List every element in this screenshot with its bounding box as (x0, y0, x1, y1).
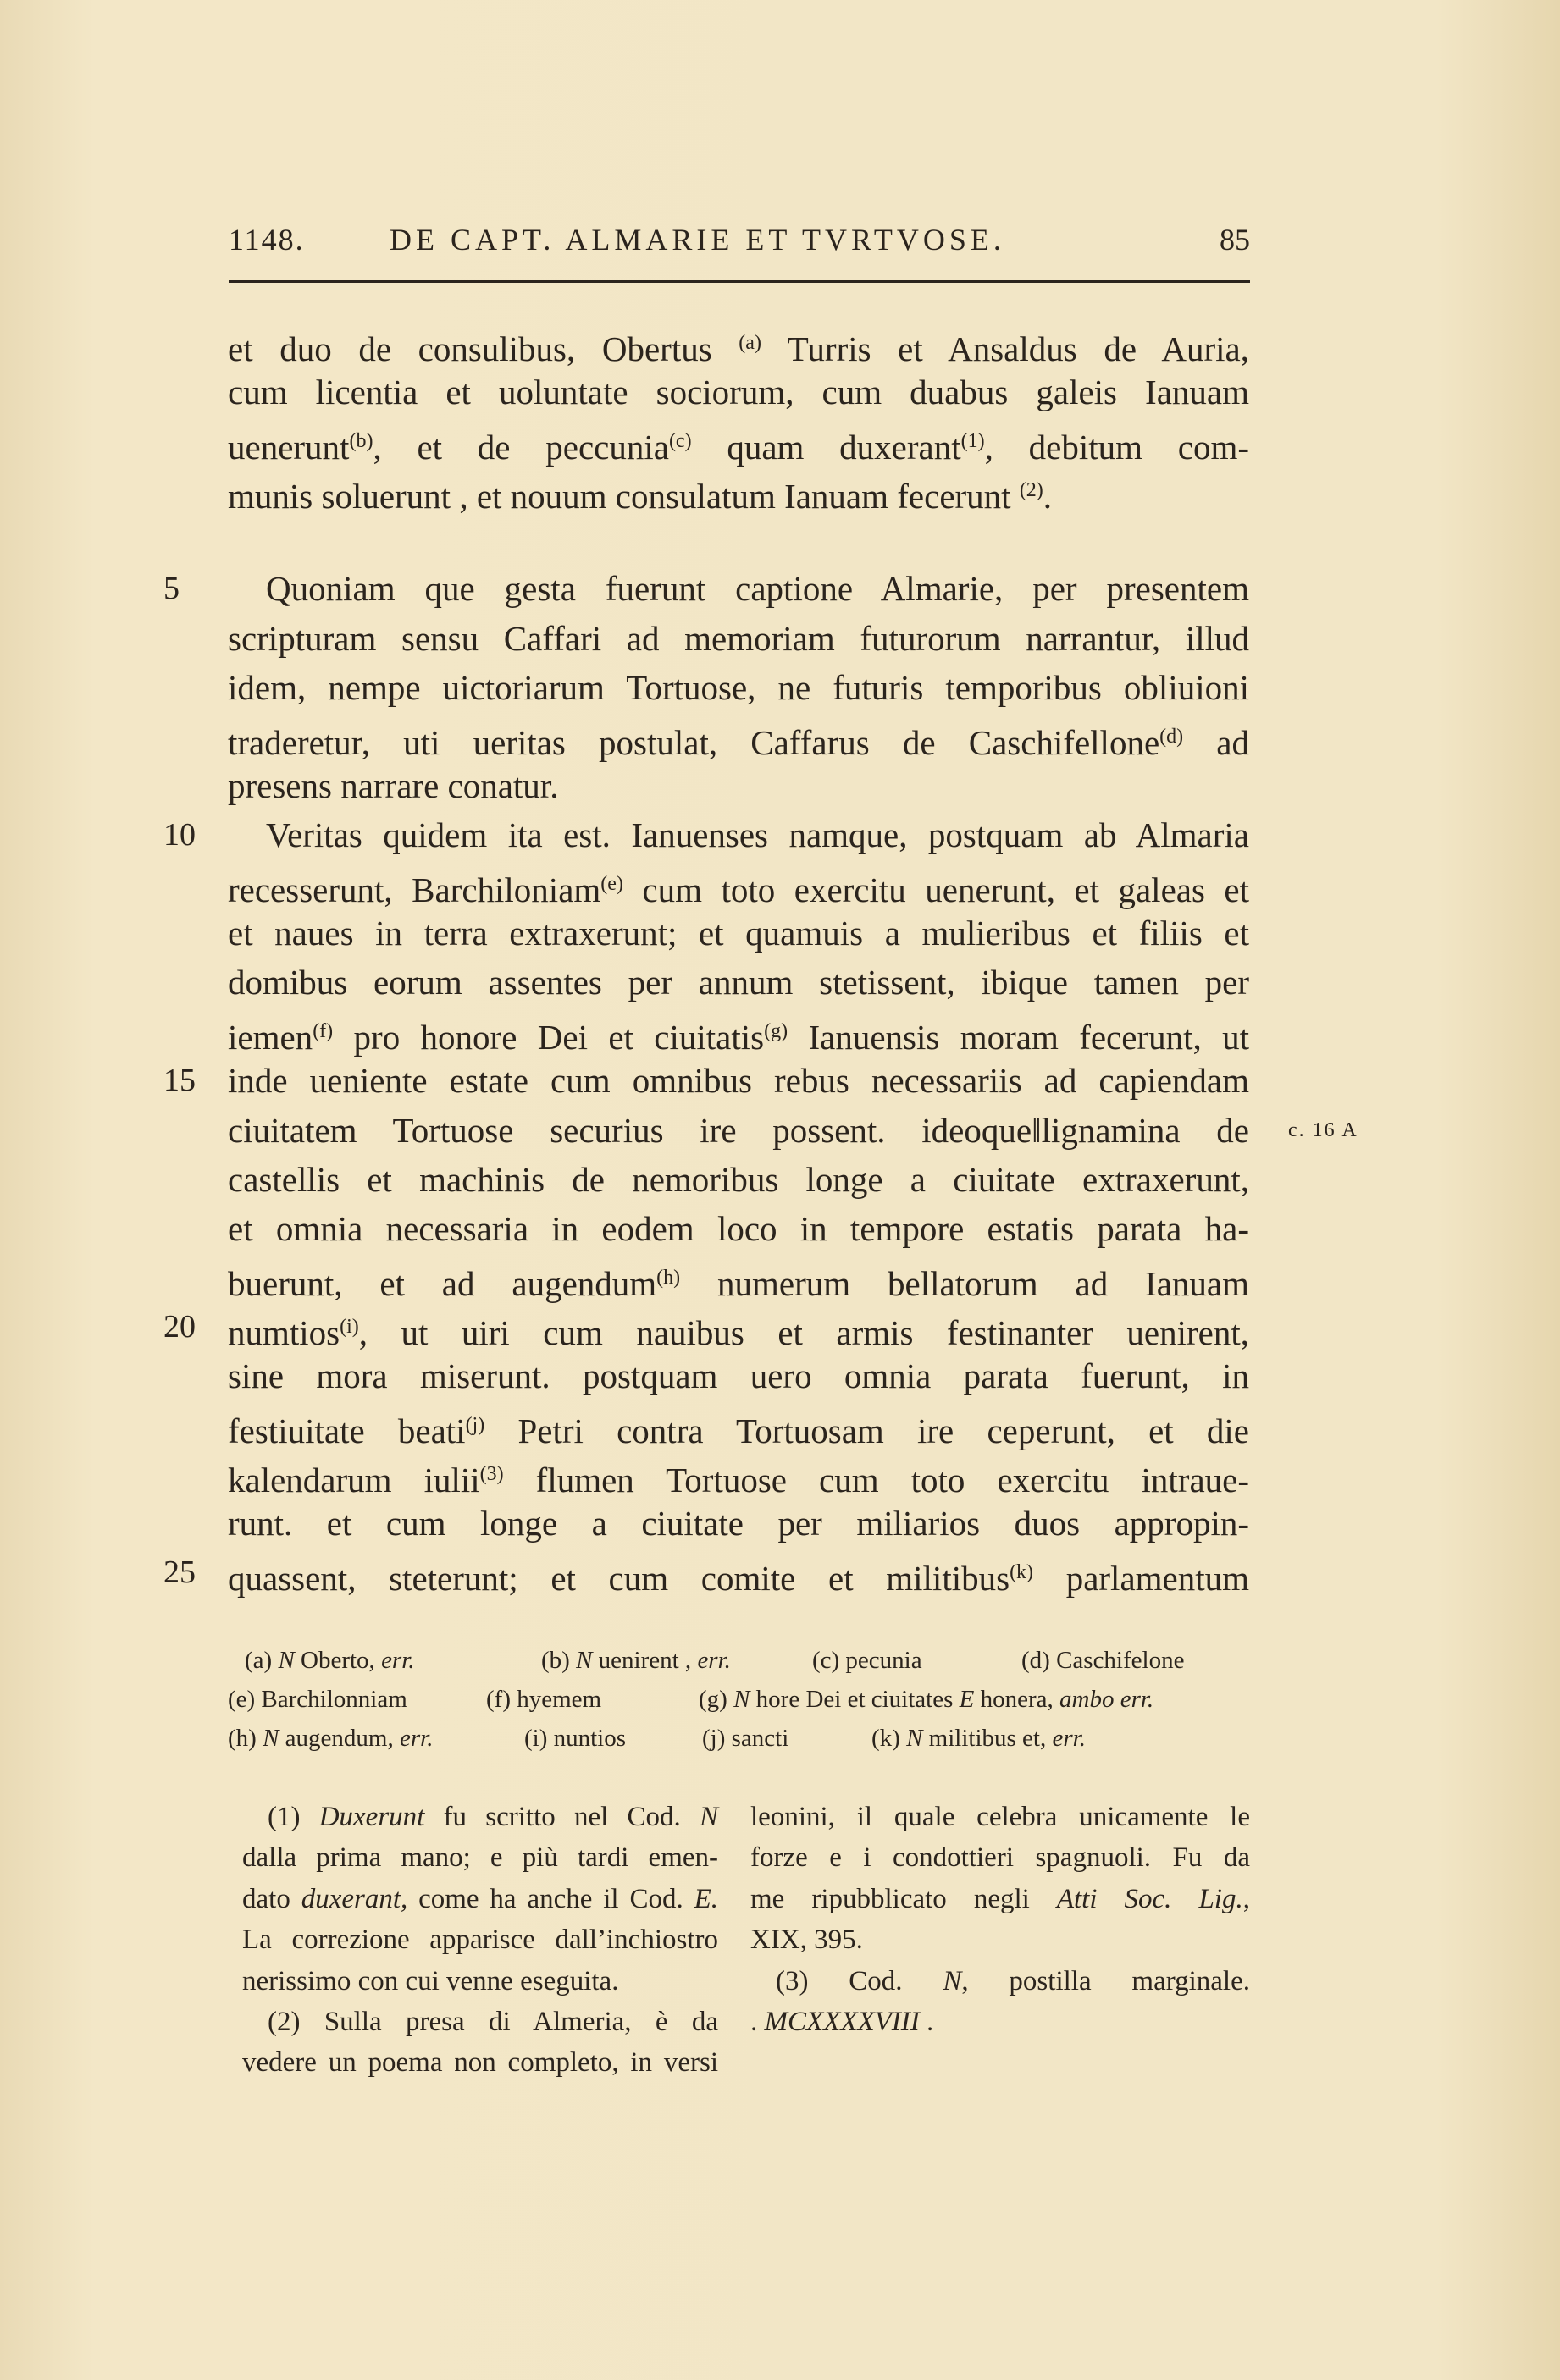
text-run: (a) (245, 1647, 279, 1674)
text-run: Ianuensis moram fecerunt, ut (788, 1018, 1249, 1057)
text-run: , et de peccunia (373, 428, 669, 467)
italic-text: ambo err. (1059, 1686, 1154, 1713)
note-line (750, 1879, 1250, 1919)
text-line (163, 1548, 1250, 1599)
note-ref: (g) (764, 1020, 788, 1043)
variant-note (228, 1719, 433, 1758)
italic-text: N (278, 1647, 295, 1674)
variant-row (228, 1641, 1249, 1680)
note-line (750, 1797, 1250, 1837)
text-run: et naues in terra extraxerunt; et quamuis a mulieribus et filiis et (228, 914, 1249, 953)
text-run: La correzione apparisce dall’inchiostro (242, 1924, 718, 1956)
text-run: presens narrare conatur. (228, 765, 559, 805)
text-run: uenerunt (228, 428, 350, 467)
note-content (750, 1802, 1250, 1832)
italic-text: err. (399, 1725, 434, 1752)
text-run: cum toto exercitu uenerunt, et galeas et (622, 870, 1249, 910)
note-line (750, 1961, 1250, 2002)
text-run: scripturam sensu Caffari ad memoriam futurorum narrantur, illud (228, 618, 1249, 658)
text-run: Turris et Ansaldus de Auria, (761, 329, 1249, 368)
text-run: (e) Barchilonniam (228, 1686, 407, 1713)
italic-text: MCXXXXVIII (764, 2006, 920, 2037)
note-ref: (b) (349, 430, 373, 453)
text-run: come ha anche il Cod. (407, 1883, 694, 1914)
note-line (242, 2042, 718, 2083)
text-run: Petri contra Tortuosam ire ceperunt, et die (484, 1411, 1249, 1451)
text-run: , ut uiri cum nauibus et armis festinanter uenirent, (358, 1312, 1249, 1352)
text-run: domibus eorum assentes per annum stetissent, ibique tamen per (228, 963, 1249, 1002)
line-content (266, 569, 1249, 608)
italic-text: Atti Soc. Lig. (1056, 1883, 1243, 1914)
variant-note (486, 1680, 601, 1719)
text-run: idem, nempe uictoriarum Tortuose, ne futuris temporibus obliuioni (228, 667, 1249, 707)
note-content (750, 2007, 933, 2037)
line-content (228, 619, 1249, 658)
line-content (228, 1559, 1249, 1598)
text-run: vedere un poema non completo, in versi (242, 2047, 718, 2079)
line-content (228, 329, 1249, 368)
note-ref: (k) (1010, 1561, 1034, 1584)
text-line (228, 1253, 1249, 1302)
text-run: et omnia necessaria in eodem loco in tempore estatis parata ha- (228, 1208, 1249, 1248)
text-run: flumen Tortuose cum toto exercitu intraue- (503, 1461, 1250, 1500)
line-content (228, 1264, 1249, 1303)
text-run: inde ueniente estate cum omnibus rebus necessariis ad capiendam (228, 1061, 1249, 1101)
note-line (242, 2002, 718, 2042)
text-run: numtios (228, 1312, 340, 1352)
text-line (163, 1302, 1249, 1352)
text-line (228, 1351, 1249, 1400)
text-run: fu scritto nel Cod. (424, 1802, 700, 1832)
line-content (228, 963, 1249, 1002)
text-line (228, 859, 1249, 908)
line-number: 25 (163, 1554, 196, 1591)
text-line (228, 908, 1249, 958)
text-run: (i) nuntios (524, 1725, 627, 1752)
note-ref: (d) (1159, 725, 1184, 748)
text-run: . (750, 2006, 765, 2037)
line-content (228, 373, 1249, 411)
variant-note (699, 1680, 1153, 1719)
italic-text: err. (1052, 1725, 1086, 1752)
text-run: dalla prima mano; e più tardi emen- (242, 1842, 718, 1874)
text-run: , debitum com- (984, 428, 1249, 467)
text-run: numerum bellatorum ad Ianuam (680, 1263, 1249, 1303)
text-run: ad (1183, 722, 1250, 762)
note-content (750, 1924, 863, 1955)
note-content (268, 2007, 718, 2037)
text-run: parlamentum (1033, 1559, 1250, 1599)
text-run: quam duxerant (691, 428, 961, 467)
text-line (228, 1007, 1249, 1056)
text-run: cum licentia et uoluntate sociorum, cum duabus galeis Ianuam (228, 373, 1249, 412)
variant-note (524, 1719, 626, 1758)
note-line (242, 1797, 718, 1837)
note-ref: (h) (656, 1266, 681, 1289)
note-ref: (j) (465, 1414, 485, 1437)
line-number: 15 (163, 1063, 196, 1099)
italic-text: duxerant, (301, 1883, 408, 1914)
text-run: quassent, steterunt; et cum comite et militibus (228, 1559, 1010, 1599)
line-content (228, 1061, 1249, 1100)
text-run: Quoniam que gesta fuerunt captione Almarie, per presentem (266, 569, 1249, 609)
note-ref: (3) (479, 1463, 504, 1486)
text-run: (b) (541, 1647, 577, 1674)
variant-note (702, 1719, 788, 1758)
note-ref: (e) (600, 873, 623, 896)
note-ref: (1) (960, 430, 985, 453)
italic-text: N (733, 1686, 750, 1713)
text-run: nerissimo con cui venne eseguita. (242, 1965, 619, 1996)
note-ref: (f) (313, 1020, 334, 1043)
text-run: forze e i condottieri spagnuoli. Fu da (750, 1842, 1250, 1874)
text-line (228, 1155, 1249, 1204)
italic-text: err. (381, 1647, 415, 1674)
text-run: (j) sancti (702, 1725, 789, 1752)
line-content (228, 1411, 1249, 1450)
text-run: (g) (699, 1686, 734, 1713)
note-content (268, 1802, 718, 1832)
line-content (228, 870, 1249, 909)
notes-right-column (750, 1797, 1250, 2042)
page-number: 85 (1220, 223, 1250, 257)
text-run: XIX, 395. (750, 1924, 863, 1956)
line-content (228, 1160, 1249, 1199)
note-content (242, 1842, 718, 1873)
text-run: honera, (974, 1686, 1060, 1713)
text-run: (c) pecunia (812, 1647, 922, 1674)
variant-row (228, 1719, 1249, 1758)
text-run: Oberto, (294, 1647, 382, 1674)
text-run: ciuitatem Tortuose securius ire possent. ideoque‖lignamina de (228, 1110, 1249, 1150)
text-run: (1) (268, 1802, 319, 1832)
italic-text: N (699, 1802, 718, 1832)
text-line (163, 564, 1249, 613)
line-content (228, 477, 1052, 516)
note-ref: (i) (340, 1315, 359, 1338)
text-run: me ripubblicato negli (750, 1883, 1057, 1914)
line-content (228, 1504, 1249, 1543)
line-number: 5 (163, 571, 180, 607)
text-run: runt. et cum longe a ciuitate per miliarios duos appropin- (228, 1504, 1249, 1543)
line-content (228, 1209, 1249, 1248)
line-content (228, 766, 558, 805)
note-line (242, 1961, 718, 2002)
italic-text: N (263, 1725, 279, 1752)
text-run: hore Dei et ciuitates (750, 1686, 960, 1713)
line-number: 10 (163, 816, 196, 853)
text-run: uenirent , (592, 1647, 698, 1674)
text-line (163, 1056, 1249, 1105)
text-line (228, 761, 1249, 810)
text-line (228, 1499, 1249, 1548)
line-content (228, 668, 1249, 707)
italic-text: N (943, 1965, 962, 1996)
line-content (228, 723, 1249, 762)
text-line (228, 958, 1249, 1007)
text-line (228, 1450, 1249, 1499)
running-header (229, 222, 1250, 264)
text-run: . (1043, 477, 1053, 516)
variant-notes (228, 1641, 1249, 1758)
note-content (750, 1884, 1250, 1914)
variant-note (812, 1641, 922, 1680)
note-line (750, 1919, 1250, 1960)
italic-text: Duxerunt (318, 1802, 425, 1832)
text-run: (2) Sulla presa di Almeria, è da (268, 2006, 718, 2037)
text-run: leonini, il quale celebra unicamente le (750, 1802, 1250, 1832)
note-content (242, 1966, 618, 1996)
text-run: iemen (228, 1018, 313, 1057)
italic-text: err. (697, 1647, 731, 1674)
text-line (228, 712, 1249, 761)
text-line (163, 810, 1249, 859)
line-content (228, 1313, 1249, 1352)
note-ref: (c) (668, 430, 692, 453)
text-run: buerunt, et ad augendum (228, 1263, 657, 1303)
text-line (228, 1400, 1249, 1450)
text-run: (h) (228, 1725, 263, 1752)
line-number: 20 (163, 1308, 196, 1345)
text-run: (3) Cod. (776, 1965, 943, 1996)
variant-row (228, 1680, 1249, 1719)
line-content (228, 1461, 1249, 1499)
note-ref: (2) (1019, 479, 1043, 502)
notes-left-column (242, 1797, 718, 2084)
text-run: castellis et machinis de nemoribus longe a ciuitate extraxerunt, (228, 1159, 1249, 1199)
italic-text: N (576, 1647, 593, 1674)
text-line (228, 663, 1249, 712)
line-content (228, 428, 1249, 467)
variant-note (228, 1680, 407, 1719)
main-text (163, 318, 1358, 1599)
text-run: et duo de consulibus, Obertus (228, 329, 739, 368)
note-ref: (a) (739, 332, 761, 354)
text-run: pro honore Dei et ciuitatis (333, 1018, 765, 1057)
text-run: . (919, 2006, 934, 2037)
variant-note (245, 1641, 415, 1680)
text-run: dato (242, 1883, 301, 1914)
note-content (750, 1842, 1250, 1873)
text-run: augendum, (279, 1725, 400, 1752)
text-run: , postilla marginale. (961, 1965, 1250, 1996)
line-content (228, 1018, 1249, 1057)
variant-note (871, 1719, 1086, 1758)
header-rule (229, 280, 1250, 283)
text-line (228, 466, 1249, 515)
text-run: (f) hyemem (486, 1686, 602, 1713)
text-run: kalendarum iulii (228, 1461, 480, 1500)
text-run: militibus et, (922, 1725, 1053, 1752)
note-line (242, 1919, 718, 1960)
text-run: festiuitate beati (228, 1411, 466, 1451)
text-line (228, 1106, 1358, 1155)
text-line (228, 417, 1249, 466)
variant-note (1021, 1641, 1184, 1680)
note-content (776, 1966, 1250, 1996)
text-run: (d) Caschifelone (1021, 1647, 1185, 1674)
header-title: DE CAPT. ALMARIE ET TVRTVOSE. (390, 223, 1005, 257)
note-line (242, 1879, 718, 1919)
paragraph-gap (228, 515, 1249, 564)
note-line (750, 1837, 1250, 1878)
note-line (242, 1837, 718, 1878)
text-line (228, 367, 1249, 417)
italic-text: E. (694, 1883, 718, 1914)
text-run: munis soluerunt , et nouum consulatum Ianuam fecerunt (228, 477, 1020, 516)
variant-note (541, 1641, 731, 1680)
text-run: , (1242, 1883, 1250, 1914)
note-content (242, 1924, 718, 1955)
text-run: traderetur, uti ueritas postulat, Caffarus de Caschifellone (228, 722, 1160, 762)
note-content (242, 1884, 718, 1914)
text-line (228, 1204, 1249, 1253)
text-line (228, 318, 1249, 367)
margin-note: c. 16 A (1288, 1118, 1358, 1141)
text-run: sine mora miserunt. postquam uero omnia parata fuerunt, in (228, 1356, 1249, 1395)
italic-text: N (906, 1725, 923, 1752)
note-content (242, 2047, 718, 2078)
header-year: 1148. (229, 223, 305, 257)
text-run: Veritas quidem ita est. Ianuenses namque, postquam ab Almaria (266, 815, 1249, 854)
text-run: recesserunt, Barchiloniam (228, 870, 601, 910)
line-content (266, 815, 1249, 854)
italic-text: E (959, 1686, 975, 1713)
line-content (228, 1356, 1249, 1395)
note-line (750, 2002, 1250, 2042)
line-content (228, 914, 1249, 953)
text-run: (k) (871, 1725, 907, 1752)
line-content (228, 1111, 1249, 1150)
text-line (228, 614, 1249, 663)
